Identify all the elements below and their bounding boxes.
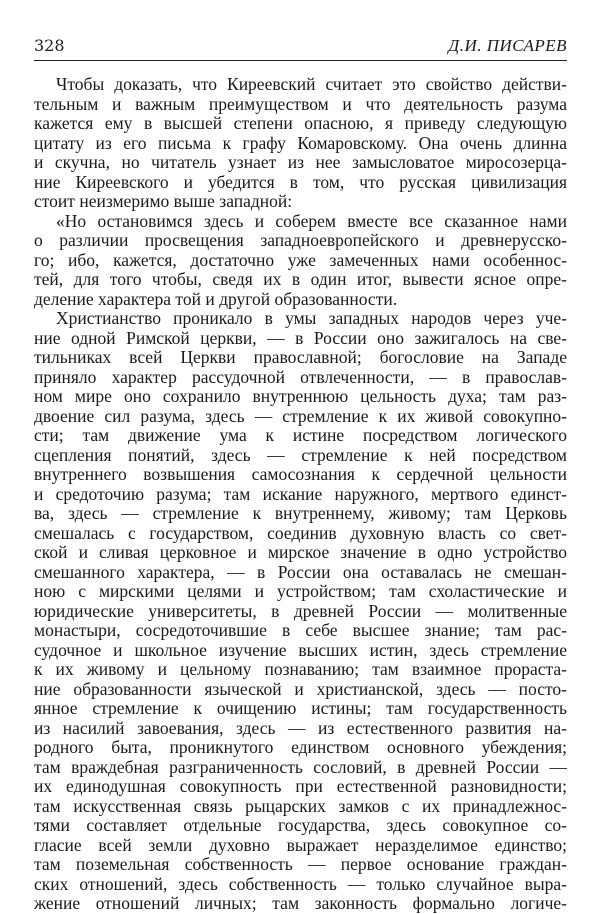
text-line: тей, для того чтобы, сведя их в один итог, вывести ясное опре- [34, 270, 567, 289]
text-line: ва, здесь — стремление к внутреннему, живому; там Церковь [34, 504, 567, 523]
text-line: деление характера той и другой образованности. [34, 289, 398, 309]
text-line: двоение сил разума, здесь — стремление к их живой совокупно- [34, 406, 567, 426]
text-line: их единодушная совокупность при естественной разновидности; [34, 777, 567, 796]
text-line: янное стремление к очищению истины; там государственность [34, 699, 567, 718]
body-text [34, 75, 567, 914]
text-line: внутреннего возвышения самосознания к сердечной цельности [34, 465, 567, 484]
text-line: ских отношений, здесь собственность — только случайное выра- [34, 874, 567, 894]
text-line: Христианство проникало в умы западных народов через уче- [56, 309, 567, 328]
text-line: «Но остановимся здесь и соберем вместе все сказанное нами [56, 211, 567, 231]
text-line: кажется ему в высшей степени опасною, я приведу следующую [34, 114, 567, 133]
text-line: сти; там движение ума к истине посредством логического [34, 426, 567, 445]
text-line: смешалась с государством, соединив духовную власть со свет- [34, 523, 567, 543]
text-line: цитату из его письма к графу Комаровскому. Она очень длинна [34, 133, 567, 153]
text-line: тельным и важным преимуществом и что деятельность разума [34, 94, 567, 114]
text-line: родного быта, проникнутого единством основного убеждения; [34, 738, 567, 757]
text-line: юридические университеты, в древней России — молитвенные [34, 601, 567, 621]
running-title: Д.И. ПИСАРЕВ [448, 36, 567, 55]
text-line: там искусственная связь рыцарских замков с их принадлежнос- [34, 796, 567, 816]
text-line: там поземельная собственность — первое основание граждан- [34, 855, 567, 874]
text-line: и средоточию разума; там искание наружного, мертвого единст- [34, 484, 567, 504]
text-line: судочное и школьное изучение высших истин, здесь стремление [34, 640, 567, 660]
book-page [34, 34, 567, 914]
text-line: к их живому и цельному познаванию; там взаимное прораста- [34, 660, 567, 679]
text-line: тильниках всей Церкви православной; богословие на Западе [34, 348, 567, 367]
page-header [34, 34, 567, 61]
text-line: гласие всей земли духовно выражает неразделимое единство; [34, 835, 567, 855]
text-line: сцепления понятий, здесь — стремление к ней посредством [34, 445, 567, 465]
text-line: смешанного характера, — в России она оставалась не смешан- [34, 562, 567, 582]
text-line: ною с мирскими целями и устройством; там схоластические и [34, 582, 567, 601]
text-line: монастыри, сосредоточившие в себе высшее знание; там рас- [34, 621, 567, 640]
text-line: ние образованности языческой и христианской, здесь — посто- [34, 679, 567, 699]
text-line: и скучна, но читатель узнает из нее замысловатое миросозерца- [34, 153, 567, 172]
text-line: там враждебная разграниченность сословий, в древней России — [34, 757, 567, 777]
text-line: приняло характер рассудочной отвлеченности, — в православ- [34, 367, 567, 387]
text-line: жение отношений личных; там законность формально логиче- [34, 894, 567, 913]
text-line: го; ибо, кажется, достаточно уже замеченных нами особеннос- [34, 250, 567, 270]
text-line: из насилий завоевания, здесь — из естественного развития на- [34, 718, 567, 738]
page-number: 328 [34, 36, 65, 55]
text-line: о различии просвещения западноевропейского и древнерусско- [34, 231, 567, 250]
text-line: тями составляет отдельные государства, здесь совокупное со- [34, 816, 567, 835]
text-line: ние одной Римской церкви, — в России оно зажигалось на све- [34, 328, 567, 348]
text-line: ской и сливая церковное и мирское значение в одно устройство [34, 543, 567, 562]
text-line: стоит неизмеримо выше западной: [34, 192, 293, 211]
text-line: ном мире оно сохранило внутреннюю цельность духа; там раз- [34, 387, 567, 406]
text-line: Чтобы доказать, что Киреевский считает это свойство действи- [56, 75, 567, 94]
text-line: ние Киреевского и убедится в том, что русская цивилизация [34, 172, 567, 192]
